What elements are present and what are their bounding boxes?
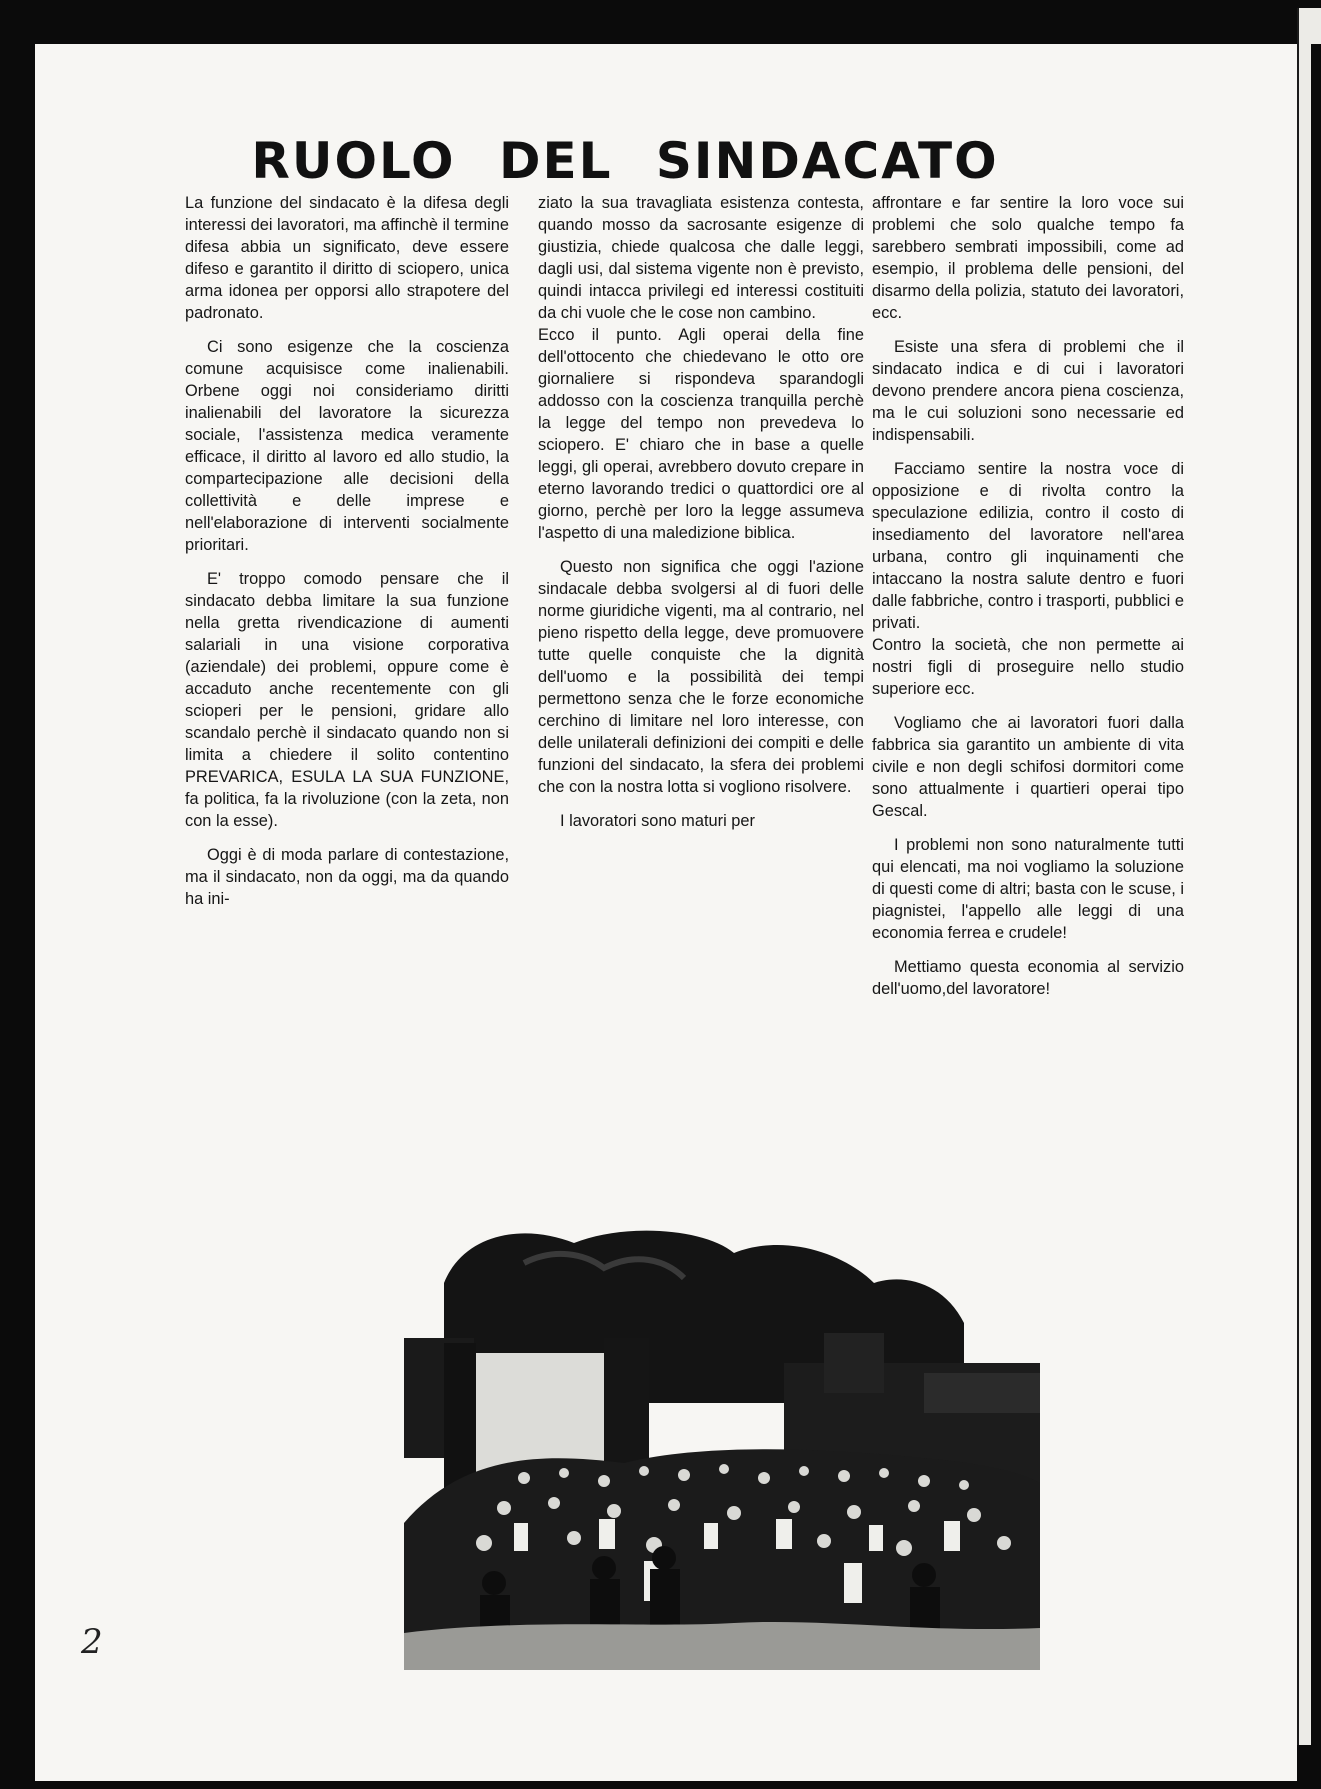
article-title: RUOLO DEL SINDACATO: [251, 132, 999, 190]
text-column-2: [538, 192, 864, 844]
paragraph: I problemi non sono naturalmente tutti qui elencati, ma noi vogliamo la soluzione di questi come di altri; basta con le scuse, i piagnistei, l'appello alle leggi di una economia ferrea e crudele!: [872, 836, 1184, 942]
paragraph: Ci sono esigenze che la coscienza comune acquisisce come inalienabili. Orbene oggi noi consideriamo diritti inalienabili del lavoratore la sicurezza sociale, l'assistenza medica veramente efficace, il diritto al lavoro ed allo studio, la compartecipazione alle decisioni della collettività e delle imprese e nell'elaborazione di interventi socialmente prioritari.: [185, 338, 509, 554]
paragraph: I lavoratori sono maturi per: [560, 812, 755, 830]
paragraph: affrontare e far sentire la loro voce sui problemi che solo qualche tempo fa sarebbero sembrati impossibili, come ad esempio, il problema delle pensioni, del disarmo della polizia, statuto dei lavoratori, ecc.: [872, 194, 1184, 322]
text-column-1: [185, 192, 509, 922]
paragraph: Vogliamo che ai lavoratori fuori dalla fabbrica sia garantito un ambiente di vita civile e non degli schifosi dormitori come sono attualmente i quartieri operai tipo Gescal.: [872, 714, 1184, 820]
page-number: 2: [81, 1622, 103, 1662]
crowd-photo: [404, 1223, 1040, 1670]
scan-border: [1311, 44, 1321, 1789]
paragraph: Ecco il punto. Agli operai della fine dell'ottocento che chiedevano le otto ore giornaliere si rispondeva sparandogli addosso con la coscienza tranquilla perchè la legge del tempo non prevedeva lo sciopero. E' chiaro che in base a quelle leggi, gli operai, avrebbero dovuto crepare in eterno lavorando tredici o quattordici ore al giorno, perchè per loro la legge assumeva l'aspetto di una maledizione biblica.: [538, 326, 864, 542]
paragraph: E' troppo comodo pensare che il sindacato debba limitare la sua funzione nella gretta rivendicazione di aumenti salariali in una visione corporativa (aziendale) dei problemi, oppure come è accaduto anche recentemente con gli scioperi per le pensioni, gridare allo scandalo perchè il sindacato quando non si limita a chiedere il solito contentino PREVARICA, ESULA LA SUA FUNZIONE, fa politica, fa la rivoluzione (con la zeta, non con la esse).: [185, 570, 509, 830]
paragraph: Esiste una sfera di problemi che il sindacato indica e di cui i lavoratori devono prendere ancora piena coscienza, ma le cui soluzioni sono necessarie ed indispensabili.: [872, 338, 1184, 444]
paragraph: Mettiamo questa economia al servizio dell'uomo,del lavoratore!: [872, 958, 1184, 998]
paragraph: La funzione del sindacato è la difesa degli interessi dei lavoratori, ma affinchè il termine difesa abbia un significato, deve essere difeso e garantito il diritto di sciopero, unica arma idonea per opporsi allo strapotere del padronato.: [185, 194, 510, 322]
text-column-3: [872, 192, 1184, 1012]
paragraph: Contro la società, che non permette ai nostri figli di proseguire nello studio superiore ecc.: [872, 636, 1184, 698]
paragraph: ziato la sua travagliata esistenza contesta, quando mosso da sacrosante esigenze di giustizia, chiede qualcosa che dalle leggi, dagli usi, dal sistema vigente non è previsto, quindi intacca privilegi ed interessi costituiti da chi vuole che le cose non cambino.: [538, 194, 864, 322]
paragraph: Questo non significa che oggi l'azione sindacale debba svolgersi al di fuori delle norme giuridiche vigenti, ma al contrario, nel pieno rispetto della legge, deve promuovere tutte quelle conquiste che la dignità dell'uomo e la possibilità dei tempi permettono senza che le forze economiche cerchino di limitare nel loro interesse, con delle unilaterali definizioni dei compiti e delle funzioni del sindacato, la sfera dei problemi che con la nostra lotta si vogliono risolvere.: [538, 558, 864, 796]
paragraph: Facciamo sentire la nostra voce di opposizione e di rivolta contro la speculazione edilizia, contro il costo di insediamento del lavoratore nell'area urbana, contro gli inquinamenti che intaccano la nostra salute dentro e fuori dalle fabbriche, contro i trasporti, pubblici e privati.: [872, 460, 1184, 632]
paragraph: Oggi è di moda parlare di contestazione, ma il sindacato, non da oggi, ma da quando ha ini-: [185, 846, 509, 908]
